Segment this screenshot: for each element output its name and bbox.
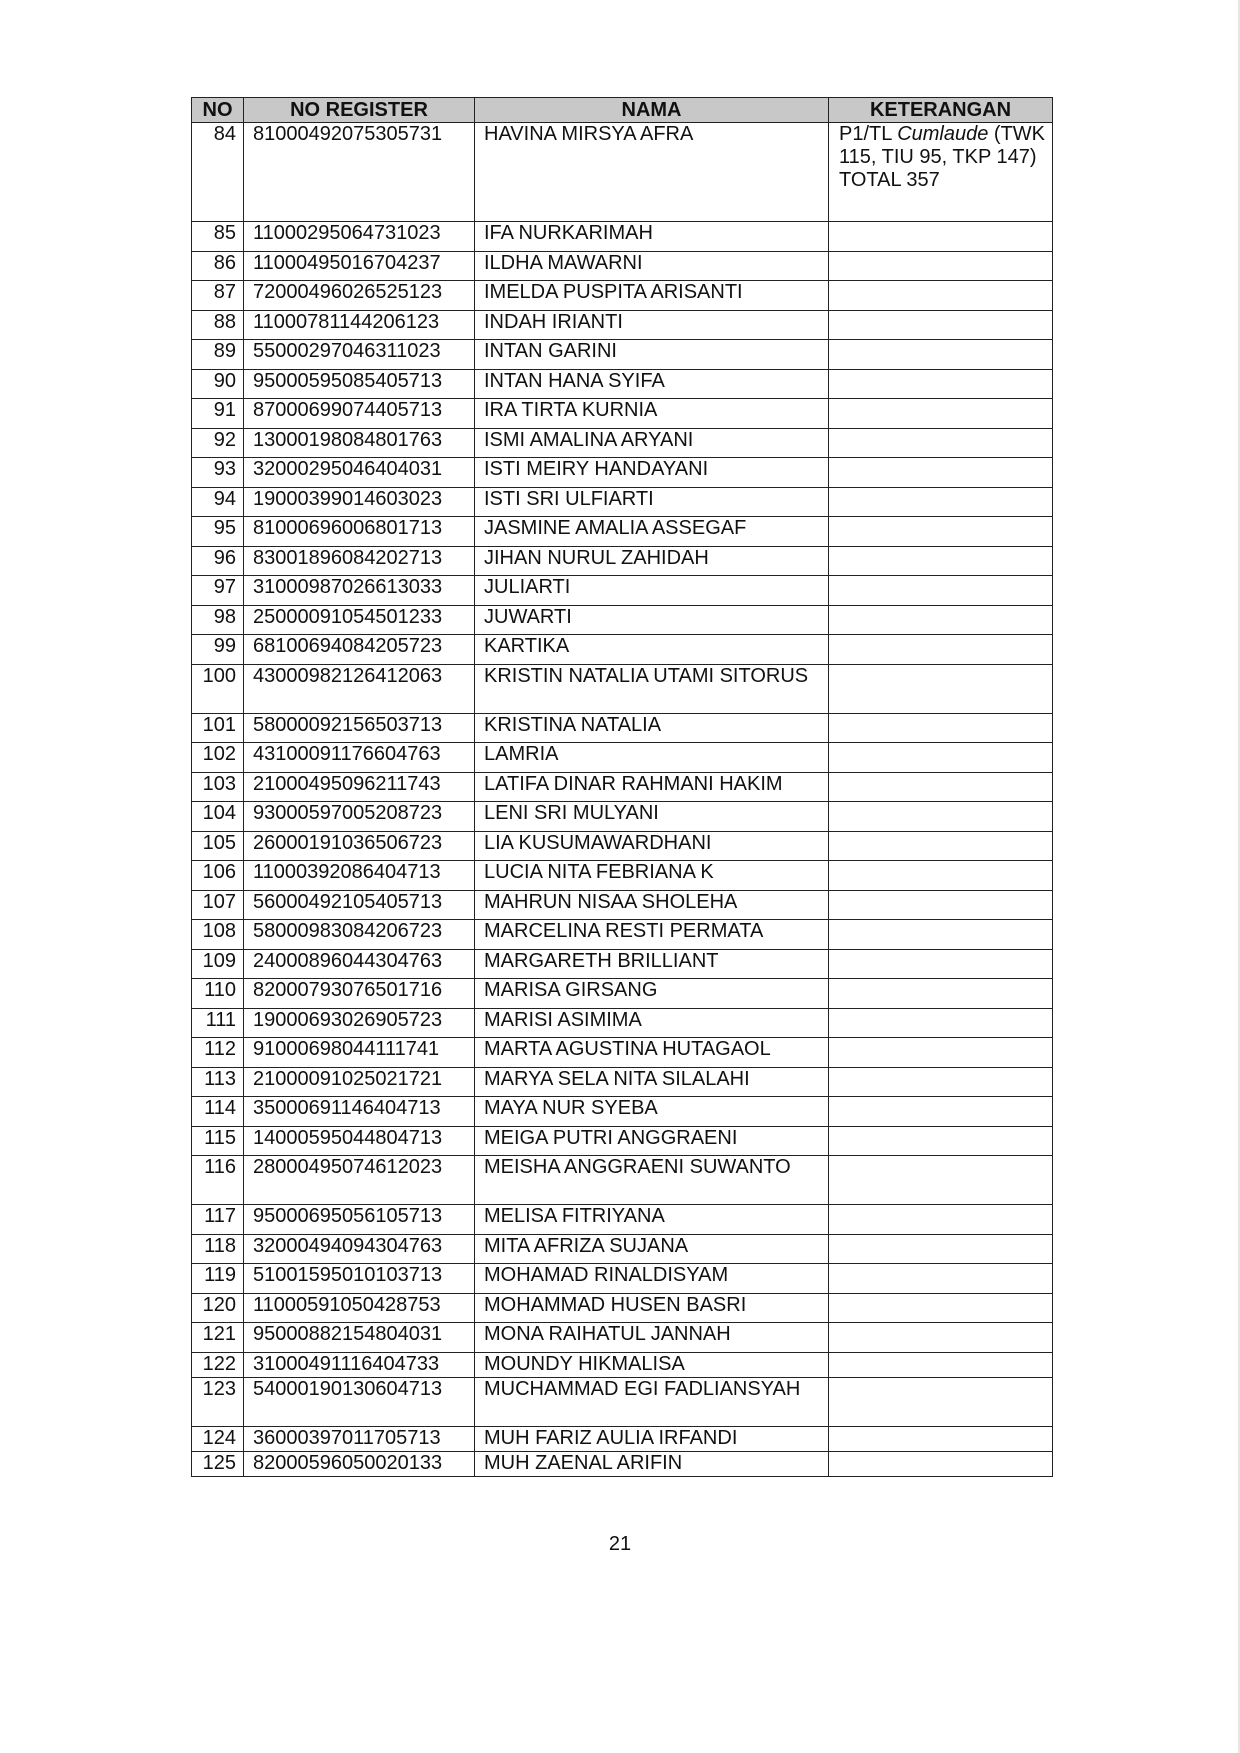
row-number: 117 <box>192 1205 244 1235</box>
participant-name: MOHAMAD RINALDISYAM <box>475 1264 829 1294</box>
participant-name: IMELDA PUSPITA ARISANTI <box>475 281 829 311</box>
row-number: 110 <box>192 979 244 1009</box>
header-register: NO REGISTER <box>244 98 475 123</box>
participant-name: MOHAMMAD HUSEN BASRI <box>475 1293 829 1323</box>
table-row <box>192 487 1053 517</box>
page-number: 21 <box>608 1533 632 1555</box>
row-number: 94 <box>192 487 244 517</box>
register-number: 93000597005208723 <box>244 802 475 832</box>
note-prefix: P1/TL <box>839 123 898 145</box>
row-number: 115 <box>192 1126 244 1156</box>
participant-name: INDAH IRIANTI <box>475 310 829 340</box>
participant-name: MUH ZAENAL ARIFIN <box>475 1451 829 1476</box>
row-number: 123 <box>192 1377 244 1426</box>
table-row <box>192 1097 1053 1127</box>
register-number: 32000494094304763 <box>244 1234 475 1264</box>
row-number: 100 <box>192 664 244 713</box>
register-number: 36000397011705713 <box>244 1426 475 1451</box>
row-number: 104 <box>192 802 244 832</box>
row-number: 99 <box>192 635 244 665</box>
table-row <box>192 310 1053 340</box>
participant-name: MUH FARIZ AULIA IRFANDI <box>475 1426 829 1451</box>
row-number: 96 <box>192 546 244 576</box>
register-number: 82000793076501716 <box>244 979 475 1009</box>
participant-name: MELISA FITRIYANA <box>475 1205 829 1235</box>
participant-name: ILDHA MAWARNI <box>475 251 829 281</box>
register-number: 31000491116404733 <box>244 1352 475 1377</box>
table-row <box>192 713 1053 743</box>
note-cell <box>829 1352 1053 1377</box>
participant-name: MEISHA ANGGRAENI SUWANTO <box>475 1156 829 1205</box>
participant-name: LATIFA DINAR RAHMANI HAKIM <box>475 772 829 802</box>
note-cell <box>829 458 1053 488</box>
table-row <box>192 1067 1053 1097</box>
note-cell <box>829 1097 1053 1127</box>
participant-name: INTAN GARINI <box>475 340 829 370</box>
participant-name: MITA AFRIZA SUJANA <box>475 1234 829 1264</box>
note-cell <box>829 1264 1053 1294</box>
note-cell <box>829 1008 1053 1038</box>
register-number: 24000896044304763 <box>244 949 475 979</box>
table-row <box>192 1205 1053 1235</box>
row-number: 88 <box>192 310 244 340</box>
register-number: 95000882154804031 <box>244 1323 475 1353</box>
table-row <box>192 1451 1053 1476</box>
note-cell <box>829 605 1053 635</box>
note-emphasis: Cumlaude <box>897 123 989 145</box>
register-number: 95000695056105713 <box>244 1205 475 1235</box>
table-row <box>192 1323 1053 1353</box>
table-row <box>192 1377 1053 1426</box>
note-cell <box>829 222 1053 252</box>
participant-name: KRISTINA NATALIA <box>475 713 829 743</box>
row-number: 113 <box>192 1067 244 1097</box>
row-number: 106 <box>192 861 244 891</box>
participant-name: MOUNDY HIKMALISA <box>475 1352 829 1377</box>
register-number: 11000392086404713 <box>244 861 475 891</box>
row-number: 105 <box>192 831 244 861</box>
row-number: 120 <box>192 1293 244 1323</box>
row-number: 118 <box>192 1234 244 1264</box>
note-cell <box>829 713 1053 743</box>
register-number: 51001595010103713 <box>244 1264 475 1294</box>
row-number: 102 <box>192 743 244 773</box>
note-cell <box>829 1067 1053 1097</box>
register-number: 58000983084206723 <box>244 920 475 950</box>
register-number: 87000699074405713 <box>244 399 475 429</box>
note-cell <box>829 399 1053 429</box>
row-number: 98 <box>192 605 244 635</box>
row-number: 122 <box>192 1352 244 1377</box>
note-cell <box>829 831 1053 861</box>
note-cell <box>829 1451 1053 1476</box>
participant-name: JUWARTI <box>475 605 829 635</box>
row-number: 89 <box>192 340 244 370</box>
note-cell <box>829 1293 1053 1323</box>
table-row <box>192 1264 1053 1294</box>
register-number: 32000295046404031 <box>244 458 475 488</box>
participant-name: JIHAN NURUL ZAHIDAH <box>475 546 829 576</box>
note-cell <box>829 1234 1053 1264</box>
table-row <box>192 281 1053 311</box>
register-number: 58000092156503713 <box>244 713 475 743</box>
participant-name: MARYA SELA NITA SILALAHI <box>475 1067 829 1097</box>
note-cell <box>829 1377 1053 1426</box>
participant-name: JASMINE AMALIA ASSEGAF <box>475 517 829 547</box>
note-cell <box>829 890 1053 920</box>
table-row <box>192 123 1053 222</box>
table-row <box>192 920 1053 950</box>
row-number: 103 <box>192 772 244 802</box>
note-cell <box>829 979 1053 1009</box>
note-cell <box>829 1426 1053 1451</box>
table-row <box>192 222 1053 252</box>
participant-name: ISMI AMALINA ARYANI <box>475 428 829 458</box>
participant-name: KARTIKA <box>475 635 829 665</box>
participant-name: MARCELINA RESTI PERMATA <box>475 920 829 950</box>
register-number: 31000987026613033 <box>244 576 475 606</box>
table-row <box>192 399 1053 429</box>
note-suffix: (TWK 115, TIU 95, TKP 147) TOTAL 357 <box>839 123 1046 191</box>
registration-table <box>191 97 1053 1477</box>
table-row <box>192 861 1053 891</box>
participant-name: LAMRIA <box>475 743 829 773</box>
register-number: 21000495096211743 <box>244 772 475 802</box>
table-row <box>192 831 1053 861</box>
note-cell <box>829 635 1053 665</box>
row-number: 84 <box>192 123 244 222</box>
register-number: 82000596050020133 <box>244 1451 475 1476</box>
table-row <box>192 664 1053 713</box>
note-cell <box>829 251 1053 281</box>
register-number: 19000693026905723 <box>244 1008 475 1038</box>
table-row <box>192 428 1053 458</box>
participant-name: LENI SRI MULYANI <box>475 802 829 832</box>
table-row <box>192 546 1053 576</box>
participant-name: LIA KUSUMAWARDHANI <box>475 831 829 861</box>
participant-name: MEIGA PUTRI ANGGRAENI <box>475 1126 829 1156</box>
participant-name: MAHRUN NISAA SHOLEHA <box>475 890 829 920</box>
row-number: 90 <box>192 369 244 399</box>
table-row <box>192 251 1053 281</box>
table-row <box>192 1426 1053 1451</box>
row-number: 92 <box>192 428 244 458</box>
note-cell <box>829 428 1053 458</box>
table-row <box>192 743 1053 773</box>
row-number: 124 <box>192 1426 244 1451</box>
note-cell <box>829 517 1053 547</box>
table-row <box>192 576 1053 606</box>
header-note: KETERANGAN <box>829 98 1053 123</box>
register-number: 19000399014603023 <box>244 487 475 517</box>
row-number: 116 <box>192 1156 244 1205</box>
table-body <box>192 123 1053 1477</box>
row-number: 111 <box>192 1008 244 1038</box>
row-number: 125 <box>192 1451 244 1476</box>
table-row <box>192 1293 1053 1323</box>
row-number: 93 <box>192 458 244 488</box>
note-cell <box>829 802 1053 832</box>
register-number: 35000691146404713 <box>244 1097 475 1127</box>
row-number: 109 <box>192 949 244 979</box>
table-row <box>192 1038 1053 1068</box>
table-row <box>192 949 1053 979</box>
table-row <box>192 340 1053 370</box>
register-number: 54000190130604713 <box>244 1377 475 1426</box>
row-number: 101 <box>192 713 244 743</box>
participant-name: HAVINA MIRSYA AFRA <box>475 123 829 222</box>
participant-name: KRISTIN NATALIA UTAMI SITORUS <box>475 664 829 713</box>
header-name: NAMA <box>475 98 829 123</box>
note-cell <box>829 920 1053 950</box>
note-cell <box>829 743 1053 773</box>
table-row <box>192 635 1053 665</box>
note-cell <box>829 1156 1053 1205</box>
register-number: 56000492105405713 <box>244 890 475 920</box>
participant-name: MARISA GIRSANG <box>475 979 829 1009</box>
register-number: 91000698044111741 <box>244 1038 475 1068</box>
note-cell <box>829 1126 1053 1156</box>
participant-name: MAYA NUR SYEBA <box>475 1097 829 1127</box>
row-number: 107 <box>192 890 244 920</box>
register-number: 14000595044804713 <box>244 1126 475 1156</box>
participant-name: JULIARTI <box>475 576 829 606</box>
register-number: 26000191036506723 <box>244 831 475 861</box>
note-cell <box>829 546 1053 576</box>
participant-name: MONA RAIHATUL JANNAH <box>475 1323 829 1353</box>
table-row <box>192 605 1053 635</box>
row-number: 121 <box>192 1323 244 1353</box>
row-number: 91 <box>192 399 244 429</box>
participant-name: IRA TIRTA KURNIA <box>475 399 829 429</box>
table-row <box>192 1234 1053 1264</box>
participant-name: ISTI MEIRY HANDAYANI <box>475 458 829 488</box>
participant-name: ISTI SRI ULFIARTI <box>475 487 829 517</box>
note-cell <box>829 1205 1053 1235</box>
note-cell <box>829 772 1053 802</box>
table-row <box>192 369 1053 399</box>
register-number: 81000696006801713 <box>244 517 475 547</box>
note-cell <box>829 1038 1053 1068</box>
table-row <box>192 458 1053 488</box>
table-row <box>192 772 1053 802</box>
register-number: 72000496026525123 <box>244 281 475 311</box>
register-number: 68100694084205723 <box>244 635 475 665</box>
note-cell <box>829 281 1053 311</box>
note-cell <box>829 369 1053 399</box>
note-cell <box>829 310 1053 340</box>
register-number: 81000492075305731 <box>244 123 475 222</box>
participant-name: MARISI ASIMIMA <box>475 1008 829 1038</box>
register-number: 55000297046311023 <box>244 340 475 370</box>
note-cell <box>829 949 1053 979</box>
register-number: 43100091176604763 <box>244 743 475 773</box>
row-number: 112 <box>192 1038 244 1068</box>
table-row <box>192 517 1053 547</box>
participant-name: LUCIA NITA FEBRIANA K <box>475 861 829 891</box>
table-row <box>192 890 1053 920</box>
row-number: 114 <box>192 1097 244 1127</box>
participant-name: MUCHAMMAD EGI FADLIANSYAH <box>475 1377 829 1426</box>
table-row <box>192 802 1053 832</box>
table-row <box>192 979 1053 1009</box>
note-cell <box>829 664 1053 713</box>
row-number: 119 <box>192 1264 244 1294</box>
row-number: 95 <box>192 517 244 547</box>
participant-name: MARTA AGUSTINA HUTAGAOL <box>475 1038 829 1068</box>
row-number: 87 <box>192 281 244 311</box>
register-number: 11000781144206123 <box>244 310 475 340</box>
table-row <box>192 1008 1053 1038</box>
table-row <box>192 1156 1053 1205</box>
register-number: 83001896084202713 <box>244 546 475 576</box>
note-cell <box>829 861 1053 891</box>
header-no: NO <box>192 98 244 123</box>
note-cell <box>829 576 1053 606</box>
register-number: 11000295064731023 <box>244 222 475 252</box>
register-number: 13000198084801763 <box>244 428 475 458</box>
table-row <box>192 1352 1053 1377</box>
register-number: 11000495016704237 <box>244 251 475 281</box>
register-number: 21000091025021721 <box>244 1067 475 1097</box>
row-number: 85 <box>192 222 244 252</box>
register-number: 28000495074612023 <box>244 1156 475 1205</box>
register-number: 43000982126412063 <box>244 664 475 713</box>
note-cell <box>829 487 1053 517</box>
register-number: 25000091054501233 <box>244 605 475 635</box>
note-cell <box>829 1323 1053 1353</box>
table-header-row <box>192 98 1053 123</box>
note-cell <box>829 340 1053 370</box>
register-number: 95000595085405713 <box>244 369 475 399</box>
table-row <box>192 1126 1053 1156</box>
participant-name: MARGARETH BRILLIANT <box>475 949 829 979</box>
participant-name: IFA NURKARIMAH <box>475 222 829 252</box>
row-number: 97 <box>192 576 244 606</box>
row-number: 108 <box>192 920 244 950</box>
register-number: 11000591050428753 <box>244 1293 475 1323</box>
participant-name: INTAN HANA SYIFA <box>475 369 829 399</box>
row-number: 86 <box>192 251 244 281</box>
note-cell <box>829 123 1053 222</box>
